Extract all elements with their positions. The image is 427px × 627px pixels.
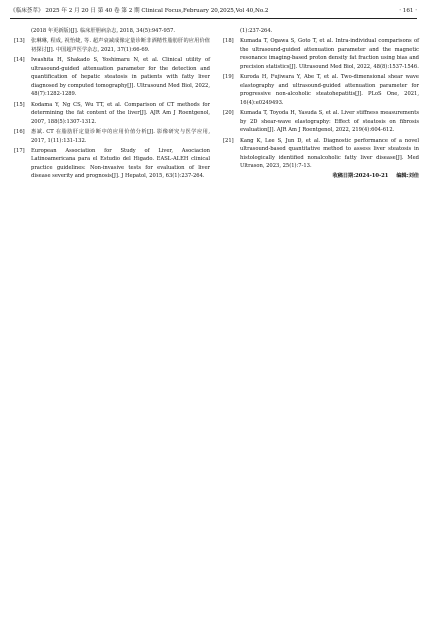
reference-text: (1):237-264. <box>240 28 273 34</box>
reference-13 <box>14 37 210 54</box>
reference-text: Kumada T, Toyoda H, Yasuda S, et al. Liver stiffness measurements by 2D shear-wave elastography: Effect of steatosis on fibrosis evaluation[J]. AJR Am J Roentgenol, 2022, 219(4):604-612. <box>240 110 419 134</box>
editor-credit: 编辑:刘佳 <box>396 173 419 180</box>
header-rule <box>10 18 417 19</box>
reference-20 <box>223 109 419 135</box>
reference-number: [21] <box>223 137 234 144</box>
reference-text: European Association for Study of Liver, Asociacion Latinoamericana para el Estudio del Higado. EASL-ALEH clinical practice guidelines: Non-invasive tests for evaluation of liver disease severity and prognosis[J]. J Hepatol, 2015, 63(1):237-264. <box>31 147 210 180</box>
reference-18 <box>223 37 419 71</box>
reference-number: [18] <box>223 38 234 45</box>
reference-number: [13] <box>14 38 25 45</box>
reference-text: 惠斌. CT 在脂肪肝定量诊断中的应用价值分析[J]. 影像研究与医学应用, 2017, 1(11):131-132. <box>31 128 210 144</box>
reference-text: 张琳琳, 程成, 祝怡婕, 等. 超声衰减成像定量诊断非酒精性脂肪肝的应用价值初探讨[J]. 中国超声医学杂志, 2021, 37(1):66-69. <box>31 38 210 53</box>
reference-number: [15] <box>14 101 25 108</box>
reference-16 <box>14 128 210 145</box>
reference-21 <box>223 137 419 171</box>
reference-15 <box>14 101 210 127</box>
reference-number: [20] <box>223 110 234 117</box>
reference-text: Kumada T, Ogawa S, Goto T, et al. Intra-individual comparisons of the ultrasound-guided attenuation parameter and the magnetic resonance imaging-based proton density fat fraction using bias and precision statistics[J]. Ultrasound Med Biol, 2022, 48(8):1537-1546. <box>240 38 419 70</box>
reference-continuation <box>223 27 419 36</box>
reference-number: [16] <box>14 128 25 135</box>
journal-citation-header: 《临床荟萃》 2025 年 2 月 20 日 第 40 卷 第 2 期 Clinical Focus,February 20,2025,Vol 40,No.2 <box>10 8 269 14</box>
reference-continuation <box>14 27 210 36</box>
reference-text: Kodama Y, Ng CS, Wu TT, et al. Comparison of CT methods for determining the fat content of the liver[J]. AJR Am J Roentgenol, 2007, 188(5):1307-1312. <box>31 101 210 125</box>
reference-14 <box>14 56 210 99</box>
reference-text: Iwashita H, Shakado S, Yoshimaru N, et al. Clinical utility of ultrasound-guided attenuation parameter for the detection and quantification of hepatic steatosis in patients with fatty liver diagnosed by computed tomography[J]. Ultrasound Med Biol, 2022, 48(7):1282-1289. <box>31 56 210 98</box>
reference-text: (2018 年更新版)[J]. 临床肝胆病杂志, 2018, 34(5):947-957. <box>31 28 176 34</box>
received-date: 收稿日期:2024-10-21 <box>332 173 389 180</box>
reference-19 <box>223 73 419 107</box>
running-header <box>10 5 417 17</box>
reference-text: Kang K, Lee S, Jun D, et al. Diagnostic performance of a novel ultrasound-based quantitative method to assess liver steatosis in histologically identified nonalcoholic fatty liver disease[J]. Med Ultrason, 2023, 25(1):7-13. <box>240 137 419 170</box>
page-number: · 161 · <box>399 8 417 14</box>
references-right-column <box>223 27 419 181</box>
article-footer <box>223 172 419 181</box>
reference-number: [14] <box>14 56 25 63</box>
reference-number: [17] <box>14 147 25 154</box>
references-left-column <box>14 27 210 183</box>
reference-17 <box>14 147 210 181</box>
reference-text: Kuroda H, Fujiwara Y, Abe T, et al. Two-dimensional shear wave elastography and ultrasound-guided attenuation parameter for progressive non-alcoholic steatohepatitis[J]. PLoS One, 2021, 16(4):e0249493. <box>240 74 419 106</box>
reference-number: [19] <box>223 74 234 81</box>
